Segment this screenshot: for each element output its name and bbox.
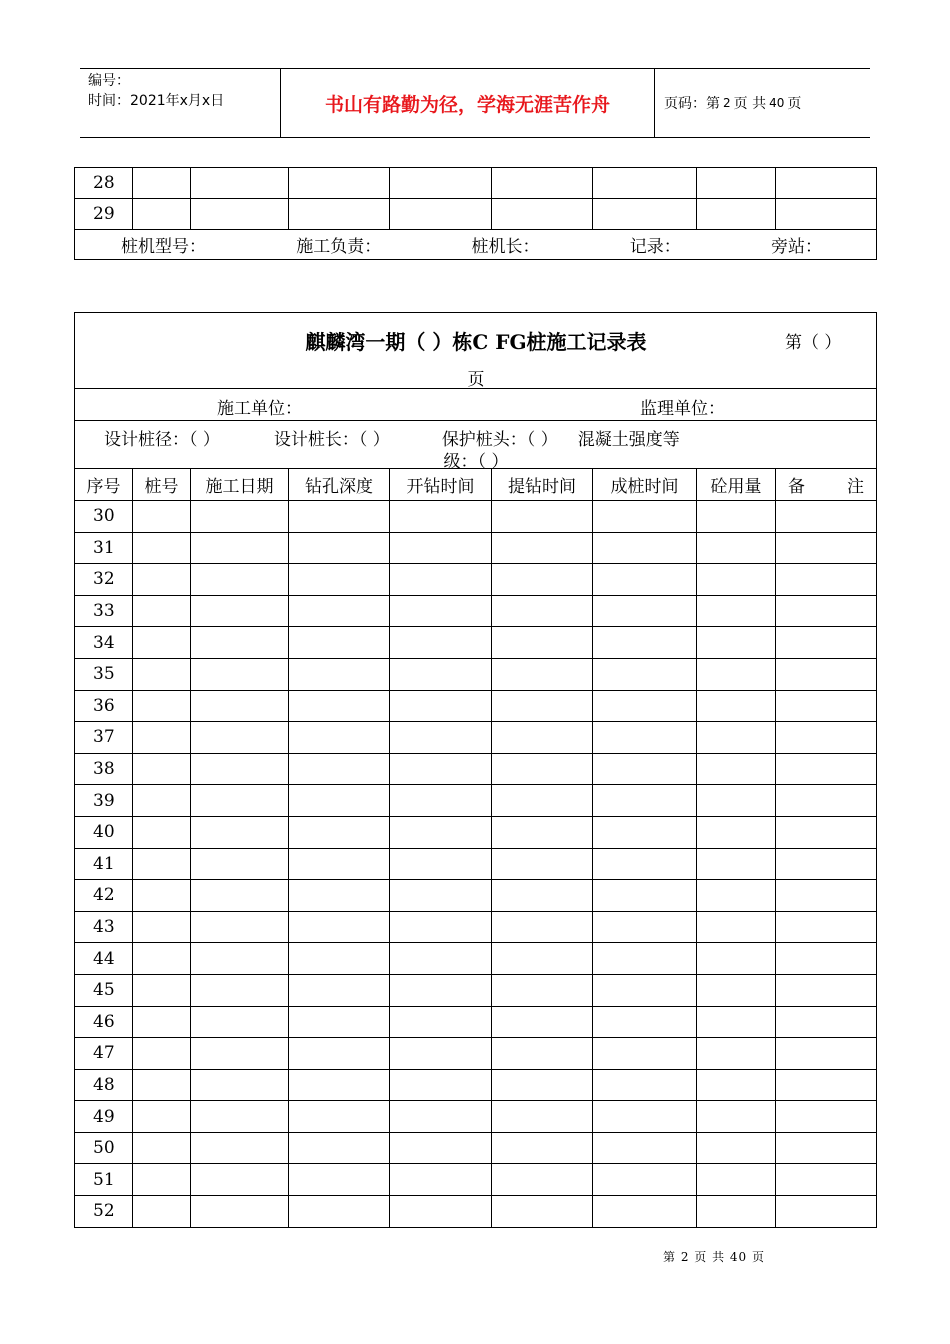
table-cell [289,690,390,722]
row-number: 34 [75,627,133,659]
table-cell [390,1132,492,1164]
table-cell [492,1132,593,1164]
continuation-rows [75,168,877,230]
table-cell [191,911,289,943]
table-cell [776,532,877,564]
table-cell [697,785,776,817]
table-cell [776,911,877,943]
table-cell [697,722,776,754]
table-cell [191,690,289,722]
table-cell [191,595,289,627]
table-cell [697,501,776,533]
table-cell [390,1101,492,1133]
table-cell [776,816,877,848]
row-number: 28 [75,168,133,199]
table-cell [492,564,593,596]
table-cell [191,1038,289,1070]
table-cell [191,848,289,880]
record-rows [75,501,877,1228]
table-cell [492,1069,593,1101]
table-cell [492,1101,593,1133]
row-number: 38 [75,753,133,785]
table-cell [697,1038,776,1070]
table-cell [289,595,390,627]
table-cell [593,880,697,912]
page-total: 40 [769,96,785,110]
table-cell [133,974,191,1006]
column-header-row [75,469,877,501]
table-cell [776,658,877,690]
col-header-lift-time: 提钻时间 [492,469,593,501]
table-row [75,911,877,943]
table-cell [593,1006,697,1038]
table-row [75,564,877,596]
table-cell [492,753,593,785]
table-cell [191,658,289,690]
table-row [75,690,877,722]
table-cell [390,1038,492,1070]
table-row [75,168,877,199]
table-cell [593,1132,697,1164]
table-cell [492,1196,593,1228]
table-cell [593,1196,697,1228]
table-cell [133,1006,191,1038]
serial-label: 编号： [88,73,130,89]
table-cell [191,1069,289,1101]
table-cell [390,722,492,754]
col-header-seq: 序号 [75,469,133,501]
table-cell [776,595,877,627]
col-header-depth: 钻孔深度 [289,469,390,501]
table-cell [697,595,776,627]
table-cell [289,753,390,785]
table-cell [593,564,697,596]
row-number: 31 [75,532,133,564]
header-page-number [664,69,801,137]
design-row [75,421,877,469]
supervisor-label: 施工负责： [296,237,382,257]
table-cell [593,627,697,659]
row-number: 43 [75,911,133,943]
table-cell [289,1038,390,1070]
design-diameter-label: 设计桩径：（ ） [104,430,220,450]
table-cell [776,722,877,754]
table-cell [390,753,492,785]
table-cell [776,1038,877,1070]
row-number: 40 [75,816,133,848]
table-cell [593,848,697,880]
table-cell [776,199,877,230]
record-table [74,312,877,1228]
table-cell [593,595,697,627]
table-cell [289,943,390,975]
table-cell [133,658,191,690]
table-row [75,722,877,754]
page-reference: 第（ ） [785,333,842,353]
row-number: 45 [75,974,133,1006]
table-cell [697,1006,776,1038]
table-cell [289,1196,390,1228]
table-cell [492,785,593,817]
table-cell [776,501,877,533]
table-cell [133,1038,191,1070]
table-cell [133,816,191,848]
table-cell [776,168,877,199]
table-cell [191,532,289,564]
table-cell [492,501,593,533]
row-number: 47 [75,1038,133,1070]
table-cell [289,974,390,1006]
continuation-table [74,167,877,260]
table-cell [390,627,492,659]
title-row [75,313,877,389]
table-row [75,880,877,912]
table-cell [492,1038,593,1070]
table-cell [697,1164,776,1196]
concrete-grade-end: 级：（ ） [443,452,509,472]
table-cell [593,816,697,848]
table-cell [492,658,593,690]
table-cell [133,848,191,880]
table-cell [492,690,593,722]
row-number: 48 [75,1069,133,1101]
table-cell [593,1038,697,1070]
table-cell [289,848,390,880]
table-cell [593,658,697,690]
table-row [75,595,877,627]
page-mid: 页 共 [733,96,767,112]
row-number: 30 [75,501,133,533]
table-cell [133,911,191,943]
table-row [75,753,877,785]
table-cell [289,199,390,230]
table-cell [593,753,697,785]
page-header [80,68,870,138]
table-cell [133,880,191,912]
table-cell [289,785,390,817]
table-cell [133,1196,191,1228]
table-row [75,658,877,690]
row-number: 37 [75,722,133,754]
table-cell [776,1164,877,1196]
row-number: 51 [75,1164,133,1196]
table-cell [390,501,492,533]
table-row [75,1069,877,1101]
table-cell [492,532,593,564]
table-cell [492,816,593,848]
witness-label: 旁站： [771,237,822,257]
table-cell [697,690,776,722]
table-cell [133,168,191,199]
table-cell [593,722,697,754]
table-cell [697,880,776,912]
table-cell [776,1196,877,1228]
table-cell [390,1164,492,1196]
table-cell [776,974,877,1006]
table-cell [776,1006,877,1038]
table-cell [776,753,877,785]
table-row [75,627,877,659]
table-cell [133,501,191,533]
design-length-label: 设计桩长：（ ） [273,430,390,450]
table-cell [593,974,697,1006]
table-cell [133,1132,191,1164]
remark-char-b: 注 [847,477,865,497]
table-cell [776,690,877,722]
table-cell [191,1132,289,1164]
table-cell [390,911,492,943]
table-row [75,532,877,564]
time-label: 时间：2021年x月x日 [88,93,225,109]
row-number: 41 [75,848,133,880]
table-cell [191,816,289,848]
table-cell [776,785,877,817]
page-reference-end: 页 [467,370,485,390]
table-row [75,1164,877,1196]
table-row [75,848,877,880]
header-meta [88,71,278,111]
table-cell [492,848,593,880]
table-cell [697,532,776,564]
signature-row [75,230,877,260]
table-cell [697,658,776,690]
table-cell [133,627,191,659]
row-number: 32 [75,564,133,596]
table-cell [492,943,593,975]
table-cell [390,199,492,230]
table-cell [191,880,289,912]
table-cell [289,880,390,912]
table-row [75,199,877,230]
table-cell [289,911,390,943]
table-cell [593,785,697,817]
table-cell [390,880,492,912]
captain-label: 桩机长： [471,237,540,257]
table-row [75,974,877,1006]
col-header-finish-time: 成桩时间 [593,469,697,501]
concrete-grade-label: 混凝土强度等 [577,430,680,450]
table-cell [697,753,776,785]
table-cell [492,1006,593,1038]
col-header-start-time: 开钻时间 [390,469,492,501]
table-title: 麒麟湾一期（ ）栋C FG桩施工记录表 [305,330,647,354]
table-cell [191,1101,289,1133]
table-cell [133,753,191,785]
table-cell [593,1101,697,1133]
row-number: 39 [75,785,133,817]
col-header-date: 施工日期 [191,469,289,501]
table-cell [776,1101,877,1133]
row-number: 50 [75,1132,133,1164]
row-number: 33 [75,595,133,627]
table-cell [593,911,697,943]
page-num: 2 [723,96,731,110]
table-cell [390,564,492,596]
table-cell [390,690,492,722]
table-cell [492,722,593,754]
table-cell [289,532,390,564]
table-cell [492,199,593,230]
table-cell [492,974,593,1006]
table-cell [390,1006,492,1038]
table-cell [593,943,697,975]
table-cell [776,880,877,912]
table-cell [390,595,492,627]
row-number: 36 [75,690,133,722]
unit-row [75,389,877,421]
pile-head-label: 保护桩头：（ ） [441,430,558,450]
table-cell [776,564,877,596]
table-cell [191,627,289,659]
table-cell [776,943,877,975]
table-cell [593,168,697,199]
table-row [75,816,877,848]
header-motto: 书山有路勤为径，学海无涯苦作舟 [324,93,610,116]
table-cell [191,943,289,975]
table-cell [133,564,191,596]
supervision-unit-label: 监理单位： [640,399,725,419]
table-cell [492,627,593,659]
table-cell [133,532,191,564]
table-cell [697,943,776,975]
table-cell [191,722,289,754]
col-header-concrete: 砼用量 [697,469,776,501]
table-cell [191,501,289,533]
table-cell [133,785,191,817]
table-row [75,1196,877,1228]
table-cell [776,1069,877,1101]
table-cell [697,911,776,943]
header-divider [654,69,655,137]
table-cell [191,564,289,596]
table-cell [390,974,492,1006]
row-number: 29 [75,199,133,230]
table-row [75,501,877,533]
table-cell [133,690,191,722]
table-cell [191,199,289,230]
table-cell [390,816,492,848]
table-row [75,785,877,817]
table-cell [191,168,289,199]
table-cell [697,848,776,880]
table-cell [697,816,776,848]
row-number: 35 [75,658,133,690]
table-cell [289,1069,390,1101]
row-number: 46 [75,1006,133,1038]
table-cell [697,627,776,659]
table-cell [492,911,593,943]
table-cell [191,753,289,785]
table-cell [289,1101,390,1133]
table-row [75,1101,877,1133]
table-cell [289,1006,390,1038]
table-cell [593,199,697,230]
table-cell [289,1132,390,1164]
table-cell [390,1069,492,1101]
table-cell [492,595,593,627]
construction-unit-label: 施工单位： [217,399,302,419]
table-cell [133,595,191,627]
table-cell [593,532,697,564]
table-cell [390,532,492,564]
table-cell [697,1101,776,1133]
table-cell [390,658,492,690]
table-cell [697,168,776,199]
table-cell [776,1132,877,1164]
row-number: 49 [75,1101,133,1133]
page-footer: 第 2 页 共 40 页 [663,1250,765,1264]
col-header-pile-no: 桩号 [133,469,191,501]
table-cell [289,1164,390,1196]
table-cell [191,785,289,817]
col-header-remark [776,469,877,501]
table-cell [492,1164,593,1196]
table-cell [289,722,390,754]
table-row [75,943,877,975]
table-row [75,1038,877,1070]
table-cell [133,722,191,754]
table-cell [593,501,697,533]
table-cell [289,501,390,533]
table-cell [289,627,390,659]
table-cell [390,848,492,880]
recorder-label: 记录： [629,237,681,257]
table-cell [289,168,390,199]
table-cell [191,1006,289,1038]
table-cell [593,1164,697,1196]
table-cell [697,1069,776,1101]
row-number: 42 [75,880,133,912]
table-cell [697,1132,776,1164]
table-row [75,1132,877,1164]
table-cell [133,199,191,230]
table-cell [697,1196,776,1228]
machine-model-label: 桩机型号： [121,237,206,257]
table-cell [133,943,191,975]
table-cell [191,1164,289,1196]
page-suffix: 页 [787,96,802,112]
table-cell [697,199,776,230]
table-cell [492,168,593,199]
table-cell [289,658,390,690]
table-cell [776,627,877,659]
row-number: 44 [75,943,133,975]
table-cell [133,1069,191,1101]
table-cell [697,564,776,596]
table-cell [593,690,697,722]
table-cell [390,943,492,975]
remark-char-a: 备 [788,477,805,497]
table-cell [390,168,492,199]
table-cell [289,564,390,596]
table-cell [492,880,593,912]
table-cell [390,1196,492,1228]
table-cell [191,1196,289,1228]
table-cell [593,1069,697,1101]
page-prefix: 页码：第 [664,96,720,112]
table-cell [390,785,492,817]
table-cell [289,816,390,848]
row-number: 52 [75,1196,133,1228]
table-cell [133,1164,191,1196]
table-cell [697,974,776,1006]
table-cell [133,1101,191,1133]
table-cell [191,974,289,1006]
table-cell [776,848,877,880]
table-row [75,1006,877,1038]
